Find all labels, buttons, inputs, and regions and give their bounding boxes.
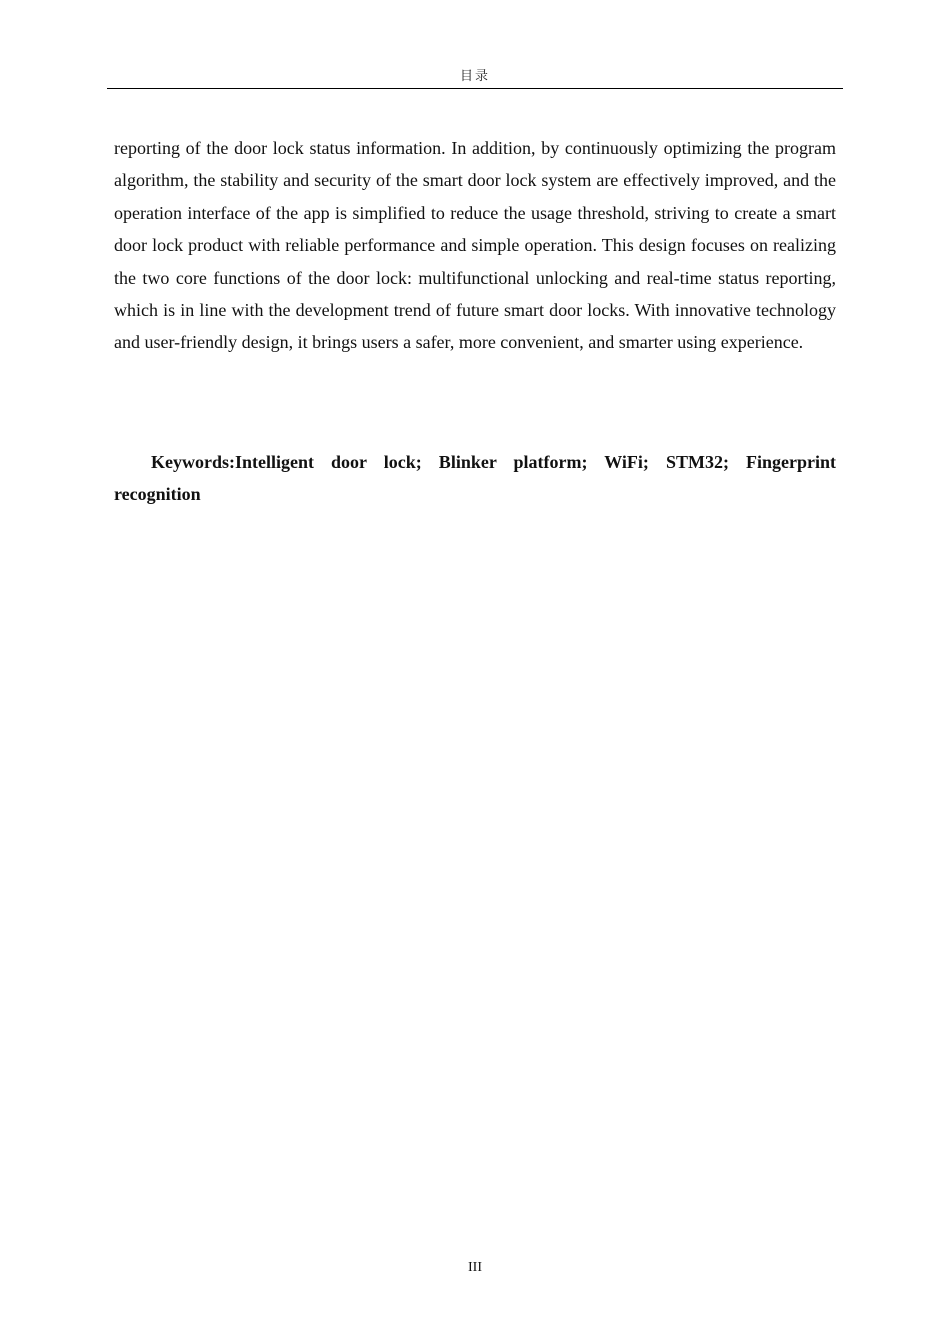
abstract-paragraph: reporting of the door lock status information. In addition, by continuously optimizing the program algorithm, the stability and security of the smart door lock system are effectively improved, and the operation interface of the app is simplified to reduce the usage threshold, striving to create a smart door lock product with reliable performance and simple operation. This design focuses on realizing the two core functions of the door lock: multifunctional unlocking and real-time status reporting, which is in line with the development trend of future smart door locks. With innovative technology and user-friendly design, it brings users a safer, more convenient, and smarter using experience.	[114, 138, 836, 353]
keywords-text: Intelligent door lock; Blinker platform; WiFi; STM32; Fingerprint recognition	[114, 452, 836, 505]
page-number: III	[468, 1260, 482, 1275]
keywords-line	[114, 446, 836, 511]
keywords-label: Keywords:	[151, 452, 235, 472]
page-header	[107, 66, 843, 89]
header-title: 目录	[459, 69, 490, 84]
